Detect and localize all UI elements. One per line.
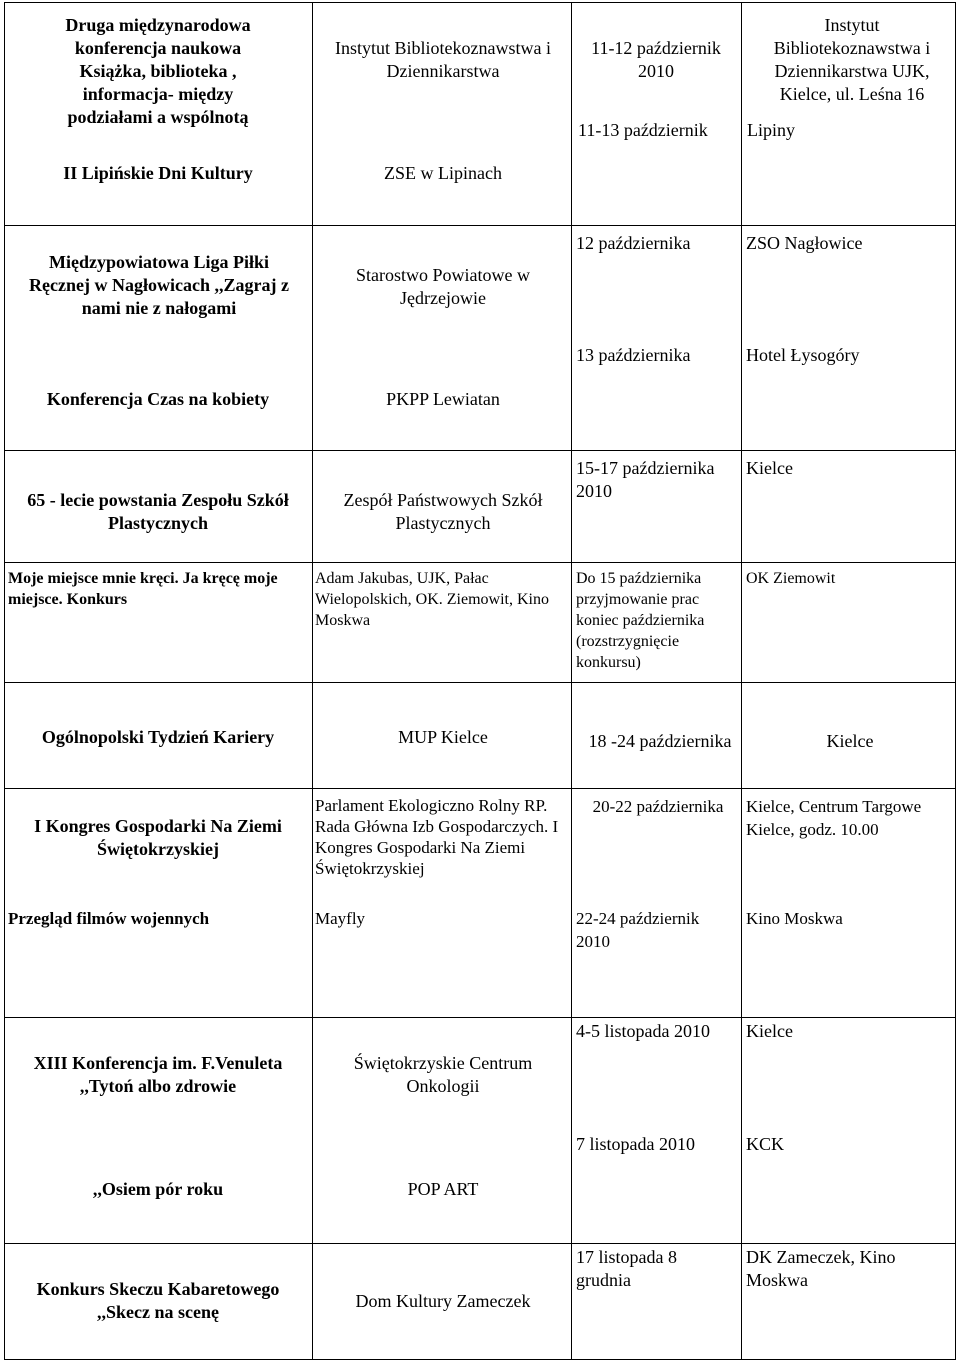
event-place: Kielce, Centrum Targowe Kielce, godz. 10.00 [746, 797, 922, 839]
event-date: 15-17 października 2010 [576, 458, 715, 501]
event-date: 17 listopada 8 grudnia [576, 1247, 677, 1290]
column-divider [571, 2, 572, 1360]
row-divider [4, 1243, 956, 1244]
event-date: 13 października [576, 345, 691, 365]
event-name: Druga międzynarodowa konferencja naukowa Książka, biblioteka , informacja- między podziałami a wspólnotą [65, 15, 251, 127]
event-place: DK Zameczek, Kino Moskwa [746, 1247, 896, 1290]
column-divider [312, 2, 313, 1360]
event-name: II Lipińskie Dni Kultury [63, 163, 253, 183]
event-date: 18 -24 października [588, 731, 732, 751]
event-name: Ogólnopolski Tydzień Kariery [41, 727, 275, 747]
event-organizer: ZSE w Lipinach [384, 163, 502, 183]
event-date: 11-13 październik [578, 120, 708, 140]
row-divider [4, 1017, 956, 1018]
event-organizer: Parlament Ekologiczno Rolny RP. Rada Główna Izb Gospodarczych. I Kongres Gospodarki Na Ziemi Świętokrzyskiej [315, 796, 559, 878]
event-name: Konferencja Czas na kobiety [46, 389, 270, 409]
event-name: Konkurs Skeczu Kabaretowego ,,Skecz na scenę [36, 1279, 280, 1322]
event-name: Międzypowiatowa Liga Piłki Ręcznej w Nagłowicach ,,Zagraj z nami nie z nałogami [29, 252, 289, 318]
event-date: 4-5 listopada 2010 [576, 1021, 710, 1041]
event-place: Kino Moskwa [746, 909, 843, 928]
event-place: Hotel Łysogóry [746, 345, 860, 365]
column-divider [4, 2, 5, 1360]
row-divider [4, 562, 956, 563]
row-divider [4, 225, 956, 226]
event-place: Kielce [746, 458, 793, 478]
column-divider [741, 2, 742, 1360]
event-date: 12 października [576, 233, 691, 253]
event-date: 22-24 październik 2010 [576, 909, 700, 951]
event-organizer: Starostwo Powiatowe w Jędrzejowie [356, 265, 530, 308]
event-organizer: Zespół Państwowych Szkół Plastycznych [343, 490, 543, 533]
event-organizer: MUP Kielce [398, 727, 488, 747]
event-name: Przegląd filmów wojennych [8, 909, 210, 928]
event-place: Kielce [826, 731, 874, 751]
row-divider [4, 682, 956, 683]
row-divider [4, 788, 956, 789]
event-place: KCK [746, 1134, 785, 1154]
event-organizer: Adam Jakubas, UJK, Pałac Wielopolskich, OK. Ziemowit, Kino Moskwa [315, 570, 549, 629]
event-place: Lipiny [747, 120, 795, 140]
event-date: 20-22 października [592, 797, 724, 816]
row-divider [4, 2, 956, 3]
event-name: ,,Osiem pór roku [92, 1179, 224, 1199]
event-date: 7 listopada 2010 [576, 1134, 695, 1154]
event-place: OK Ziemowit [746, 570, 836, 587]
event-organizer: PKPP Lewiatan [386, 389, 500, 409]
event-name: I Kongres Gospodarki Na Ziemi Świętokrzyskiej [34, 816, 282, 859]
column-divider [955, 2, 956, 1360]
event-organizer: Instytut Bibliotekoznawstwa i Dziennikarstwa [335, 38, 551, 81]
event-name: Moje miejsce mnie kręci. Ja kręcę moje miejsce. Konkurs [8, 570, 278, 608]
event-organizer: POP ART [407, 1179, 479, 1199]
event-place: ZSO Nagłowice [746, 233, 863, 253]
event-name: XIII Konferencja im. F.Venuleta ,,Tytoń albo zdrowie [33, 1053, 283, 1096]
row-divider [4, 450, 956, 451]
event-date: 11-12 październik 2010 [591, 38, 721, 81]
event-place: Kielce [746, 1021, 793, 1041]
event-place: Instytut Bibliotekoznawstwa i Dziennikarstwa UJK, Kielce, ul. Leśna 16 [773, 15, 931, 104]
event-organizer: Dom Kultury Zameczek [355, 1291, 531, 1311]
row-divider [4, 1359, 956, 1360]
event-date: Do 15 października przyjmowanie prac koniec października (rozstrzygnięcie konkursu) [576, 570, 705, 671]
event-organizer: Mayfly [315, 909, 366, 928]
event-name: 65 - lecie powstania Zespołu Szkół Plastycznych [27, 490, 289, 533]
event-organizer: Świętokrzyskie Centrum Onkologii [353, 1053, 533, 1096]
